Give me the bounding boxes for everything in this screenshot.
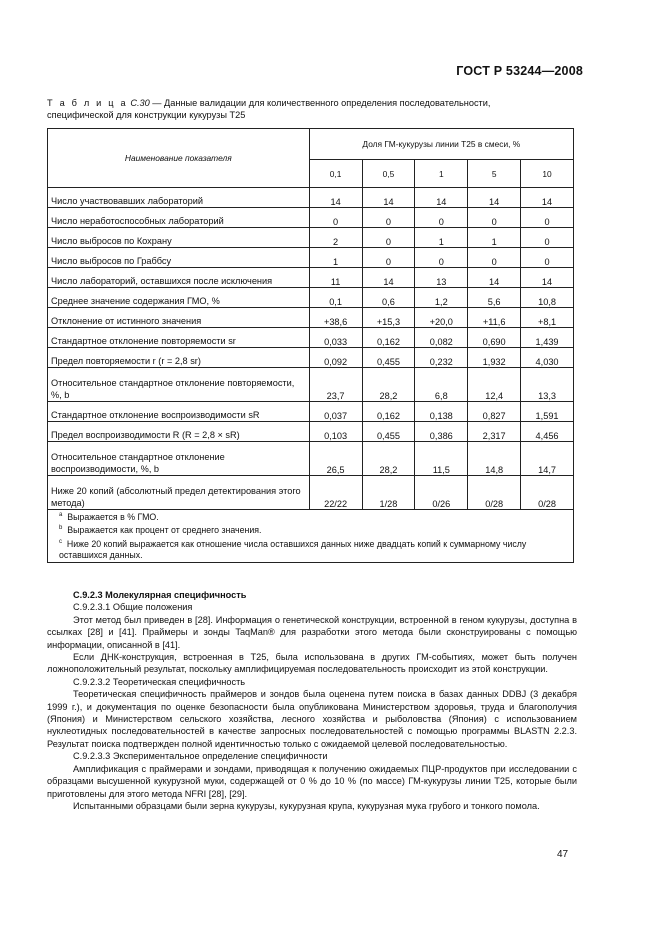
standard-header: ГОСТ Р 53244—2008 [456, 64, 583, 78]
table-cell: +38,6 [309, 308, 362, 328]
table-cell: 23,7 [309, 368, 362, 402]
table-cell: 5,6 [468, 288, 521, 308]
table-cell: 0 [415, 248, 468, 268]
table-cell: 28,2 [362, 368, 415, 402]
table-row [48, 328, 574, 348]
table-cell: 0 [362, 208, 415, 228]
row-label: Отклонение от истинного значения [48, 308, 310, 328]
table-row [48, 248, 574, 268]
table-cell: 0 [415, 208, 468, 228]
table-row [48, 228, 574, 248]
table-cell: 4,030 [521, 348, 574, 368]
row-label: Относительное стандартное отклонение воспроизводимости, %, b [48, 442, 310, 476]
section-heading: С.9.2.3 Молекулярная специфичность [73, 590, 247, 600]
table-cell: 2 [309, 228, 362, 248]
table-cell: 0,386 [415, 422, 468, 442]
paragraph: Теоретическая специфичность праймеров и зондов была оценена путем поиска в базах данных DDBJ (3 декабря 1999 г.), и документация по оценке безопасности была опубликована Министерством здоровья, труда и благополучия (Япония) и Министерством сельского хозяйства, лесного хозяйства и рыболовства (Япония) с использованием нуклеотидных последовательностей в качестве запросных последовательностей с помощью программы BLASTN 2.2.3. Результат поиска подтвержден полной идентичностью только с ожидаемой целевой последовательностью. [47, 689, 577, 749]
note-c: $^c$ Ниже 20 копий выражается как отношение числа оставшихся данных ниже двадцать копий к суммарному числу оставшихся данных. [59, 538, 527, 561]
table-cell: 14 [362, 188, 415, 208]
row-label: Число участвовавших лабораторий [48, 188, 310, 208]
table-cell: 11 [309, 268, 362, 288]
table-row [48, 348, 574, 368]
caption-number: С.30 [130, 98, 150, 108]
table-cell: 14 [468, 268, 521, 288]
table-cell: 14 [362, 268, 415, 288]
row-label: Число лабораторий, оставшихся после исключения [48, 268, 310, 288]
row-label: Ниже 20 копий (абсолютный предел детектирования этого метода) [48, 476, 310, 510]
table-row [48, 288, 574, 308]
table-notes [48, 510, 574, 563]
table-row [48, 188, 574, 208]
paragraph: Испытанными образцами были зерна кукурузы, кукурузная крупа, кукурузная мука грубого и тонкого помола. [73, 800, 540, 811]
name-column-header: Наименование показателя [48, 129, 310, 188]
row-label: Относительное стандартное отклонение повторяемости, %, b [48, 368, 310, 402]
table-cell: +11,6 [468, 308, 521, 328]
table-cell: 0,162 [362, 328, 415, 348]
table-cell: 14 [521, 188, 574, 208]
row-label: Число выбросов по Граббсу [48, 248, 310, 268]
table-row [48, 268, 574, 288]
table-cell: 0,082 [415, 328, 468, 348]
paragraph: Если ДНК-конструкция, встроенная в Т25, была использована в других ГМ-событиях, может быть получен ложноположительный результат, поскольку амплифицируемая последовательность происходит из этой конструкции. [47, 652, 577, 675]
share-group-header: Доля ГМ-кукурузы линии Т25 в смеси, % [309, 129, 573, 160]
row-label: Среднее значение содержания ГМО, % [48, 288, 310, 308]
table-row [48, 476, 574, 510]
column-header: 0,1 [309, 160, 362, 188]
table-cell: 26,5 [309, 442, 362, 476]
table-cell: 0 [468, 248, 521, 268]
table-cell: 0,033 [309, 328, 362, 348]
table-notes-row [48, 510, 574, 563]
table-cell: 13,3 [521, 368, 574, 402]
table-cell: 0 [362, 248, 415, 268]
table-cell: 0,138 [415, 402, 468, 422]
body-text [47, 589, 577, 812]
row-label: Число выбросов по Кохрану [48, 228, 310, 248]
table-row [48, 208, 574, 228]
table-cell: 1,2 [415, 288, 468, 308]
table-row [48, 422, 574, 442]
table-row [48, 442, 574, 476]
paragraph: Амплификация с праймерами и зондами, приводящая к получению ожидаемых ПЦР-продуктов при исследовании с образцами высушенной кукурузной муки, содержащей от 0 % до 10 % (по массе) ГМ-кукурузы линии Т25, которые были приготовлены для этого метода NFRI [28], [29]. [47, 763, 577, 799]
table-cell: 0 [309, 208, 362, 228]
table-cell: 14 [521, 268, 574, 288]
table-cell: 0 [362, 228, 415, 248]
table-cell: 0,6 [362, 288, 415, 308]
subsection-heading: С.9.2.3.1 Общие положения [73, 602, 193, 613]
row-label: Стандартное отклонение повторяемости sr [48, 328, 310, 348]
column-header: 1 [415, 160, 468, 188]
table-cell: +20,0 [415, 308, 468, 328]
row-label: Число неработоспособных лабораторий [48, 208, 310, 228]
table-cell: 0,162 [362, 402, 415, 422]
table-cell: 12,4 [468, 368, 521, 402]
table-cell: 22/22 [309, 476, 362, 510]
caption-text-line2: специфической для конструкции кукурузы Т25 [47, 110, 246, 120]
table-cell: 2,317 [468, 422, 521, 442]
table-cell: 0,1 [309, 288, 362, 308]
table-cell: 0,455 [362, 422, 415, 442]
table-cell: 14,7 [521, 442, 574, 476]
table-cell: 14 [309, 188, 362, 208]
table-cell: 14,8 [468, 442, 521, 476]
validation-table [47, 128, 574, 563]
note-b: $^b$ Выражается как процент от среднего значения. [59, 525, 262, 536]
table-cell: 0,092 [309, 348, 362, 368]
table-cell: 0 [468, 208, 521, 228]
page-number: 47 [557, 849, 569, 860]
row-label: Стандартное отклонение воспроизводимости sR [48, 402, 310, 422]
table-cell: 0 [521, 208, 574, 228]
table-cell: 0 [521, 228, 574, 248]
table-row [48, 368, 574, 402]
subsection-heading: С.9.2.3.2 Теоретическая специфичность [73, 676, 246, 687]
caption-text-line1: — Данные валидации для количественного определения последовательности, [149, 98, 491, 108]
table-cell: 0,827 [468, 402, 521, 422]
column-header: 10 [521, 160, 574, 188]
subsection-heading: С.9.2.3.3 Экспериментальное определение специфичности [73, 751, 328, 762]
table-cell: 14 [415, 188, 468, 208]
table-cell: 0/26 [415, 476, 468, 510]
row-label: Предел повторяемости r (r = 2,8 sr) [48, 348, 310, 368]
table-cell: 1,439 [521, 328, 574, 348]
table-cell: 1 [415, 228, 468, 248]
table-cell: 1 [309, 248, 362, 268]
table-cell: 0/28 [521, 476, 574, 510]
note-a: $^a$ Выражается в % ГМО. [59, 511, 159, 522]
table-cell: 28,2 [362, 442, 415, 476]
table-cell: +8,1 [521, 308, 574, 328]
table-row [48, 308, 574, 328]
table-cell: 0 [521, 248, 574, 268]
table-cell: 0,232 [415, 348, 468, 368]
table-cell: +15,3 [362, 308, 415, 328]
table-cell: 6,8 [415, 368, 468, 402]
table-cell: 0,103 [309, 422, 362, 442]
table-cell: 0,455 [362, 348, 415, 368]
table-cell: 1 [468, 228, 521, 248]
table-row [48, 402, 574, 422]
table-caption [47, 97, 607, 121]
table-cell: 11,5 [415, 442, 468, 476]
table-cell: 0,037 [309, 402, 362, 422]
table-cell: 1,932 [468, 348, 521, 368]
table-cell: 14 [468, 188, 521, 208]
table-cell: 1,591 [521, 402, 574, 422]
paragraph: Этот метод был приведен в [28]. Информация о генетической конструкции, встроенной в геном кукурузы, доступна в ссылках [28] и [41]. Праймеры и зонды TaqMan® для разработки этого метода были сконструированы с помощью информации, описанной в [41]. [47, 614, 577, 650]
caption-label: Т а б л и ц а [47, 98, 128, 108]
table-cell: 1/28 [362, 476, 415, 510]
table-cell: 0,690 [468, 328, 521, 348]
table-cell: 10,8 [521, 288, 574, 308]
column-header: 0,5 [362, 160, 415, 188]
table-cell: 4,456 [521, 422, 574, 442]
column-header: 5 [468, 160, 521, 188]
row-label: Предел воспроизводимости R (R = 2,8 × sR) [48, 422, 310, 442]
table-cell: 13 [415, 268, 468, 288]
table-cell: 0/28 [468, 476, 521, 510]
